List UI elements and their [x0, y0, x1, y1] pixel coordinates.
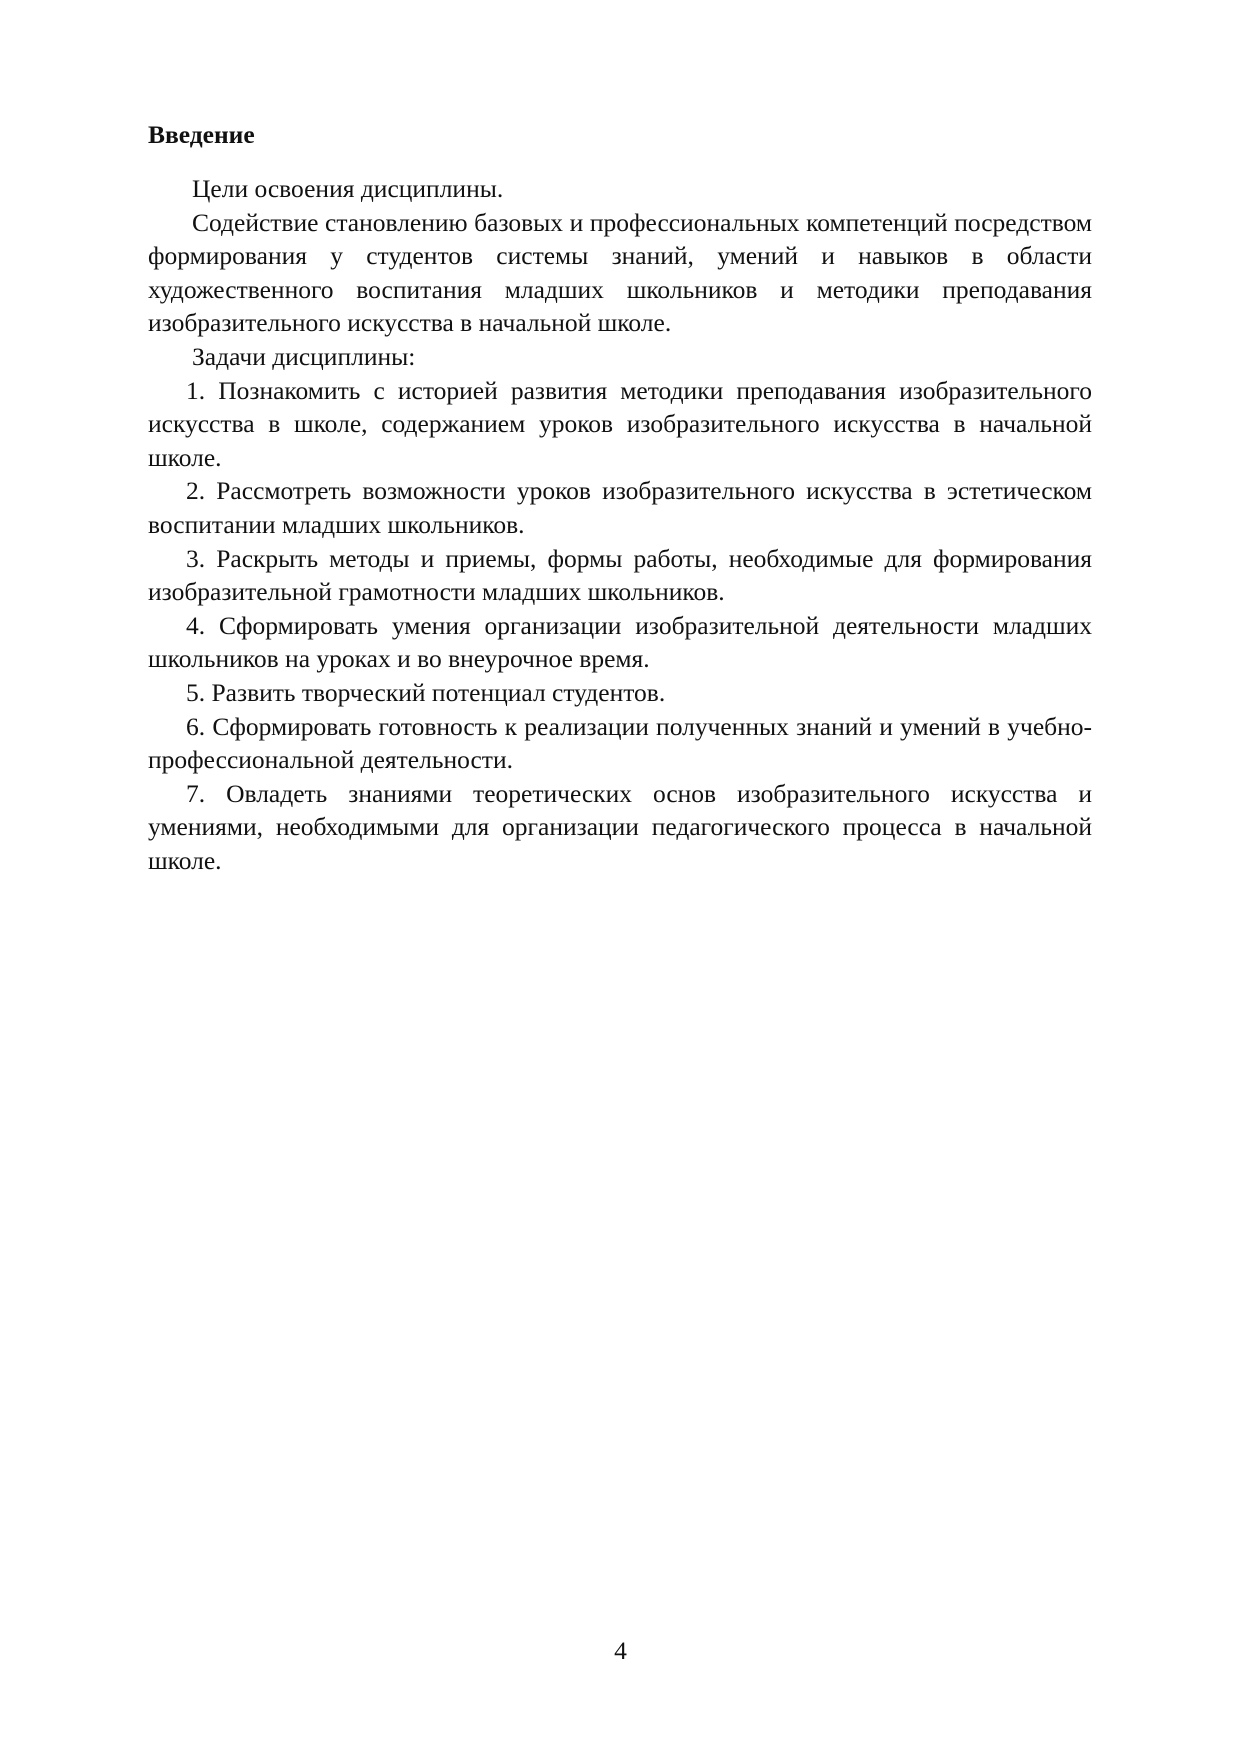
tasks-title: Задачи дисциплины:	[192, 341, 416, 371]
list-item-number: 3.	[186, 543, 206, 573]
page-content	[148, 118, 1092, 877]
list-item-text: Познакомить с историей развития методики преподавания изобразительного искусства в школе, содержанием уроков изобразительного искусства в начальной школе.	[148, 375, 1093, 472]
list-item-text: Раскрыть методы и приемы, формы работы, необходимые для формирования изобразительной грамотности младших школьников.	[148, 543, 1092, 607]
list-item	[148, 777, 1092, 878]
list-item-number: 7.	[186, 778, 206, 808]
page-number: 4	[614, 1636, 627, 1665]
goals-text: Содействие становлению базовых и профессиональных компетенций посредством формирования у студентов системы знаний, умений и навыков в области художественного воспитания младших школьников и методики преподавания изобразительного искусства в начальной школе.	[148, 207, 1092, 338]
list-item	[148, 374, 1092, 475]
list-item-number: 2.	[186, 476, 206, 506]
list-item-number: 4.	[186, 610, 206, 640]
list-item	[148, 474, 1092, 541]
list-item-text: Овладеть знаниями теоретических основ изобразительного искусства и умениями, необходимыми для организации педагогического процесса в начальной школе.	[148, 778, 1092, 875]
list-item-number: 1.	[186, 375, 206, 405]
list-item-number: 5.	[186, 677, 206, 707]
list-item-text: Сформировать готовность к реализации полученных знаний и умений в учебно-профессиональной деятельности.	[148, 711, 1093, 775]
list-item-text: Сформировать умения организации изобразительной деятельности младших школьников на уроках и во внеурочное время.	[148, 610, 1093, 674]
list-item	[148, 542, 1092, 609]
section-heading: Введение	[148, 120, 255, 149]
list-item-text: Рассмотреть возможности уроков изобразительного искусства в эстетическом воспитании младших школьников.	[148, 476, 1093, 539]
list-item	[148, 710, 1092, 777]
list-item	[148, 609, 1092, 676]
list-item-number: 6.	[186, 711, 206, 741]
tasks-list	[148, 374, 1092, 878]
list-item-text: Развить творческий потенциал студентов.	[211, 677, 666, 707]
list-item	[148, 676, 1092, 710]
goals-title: Цели освоения дисциплины.	[192, 174, 504, 203]
